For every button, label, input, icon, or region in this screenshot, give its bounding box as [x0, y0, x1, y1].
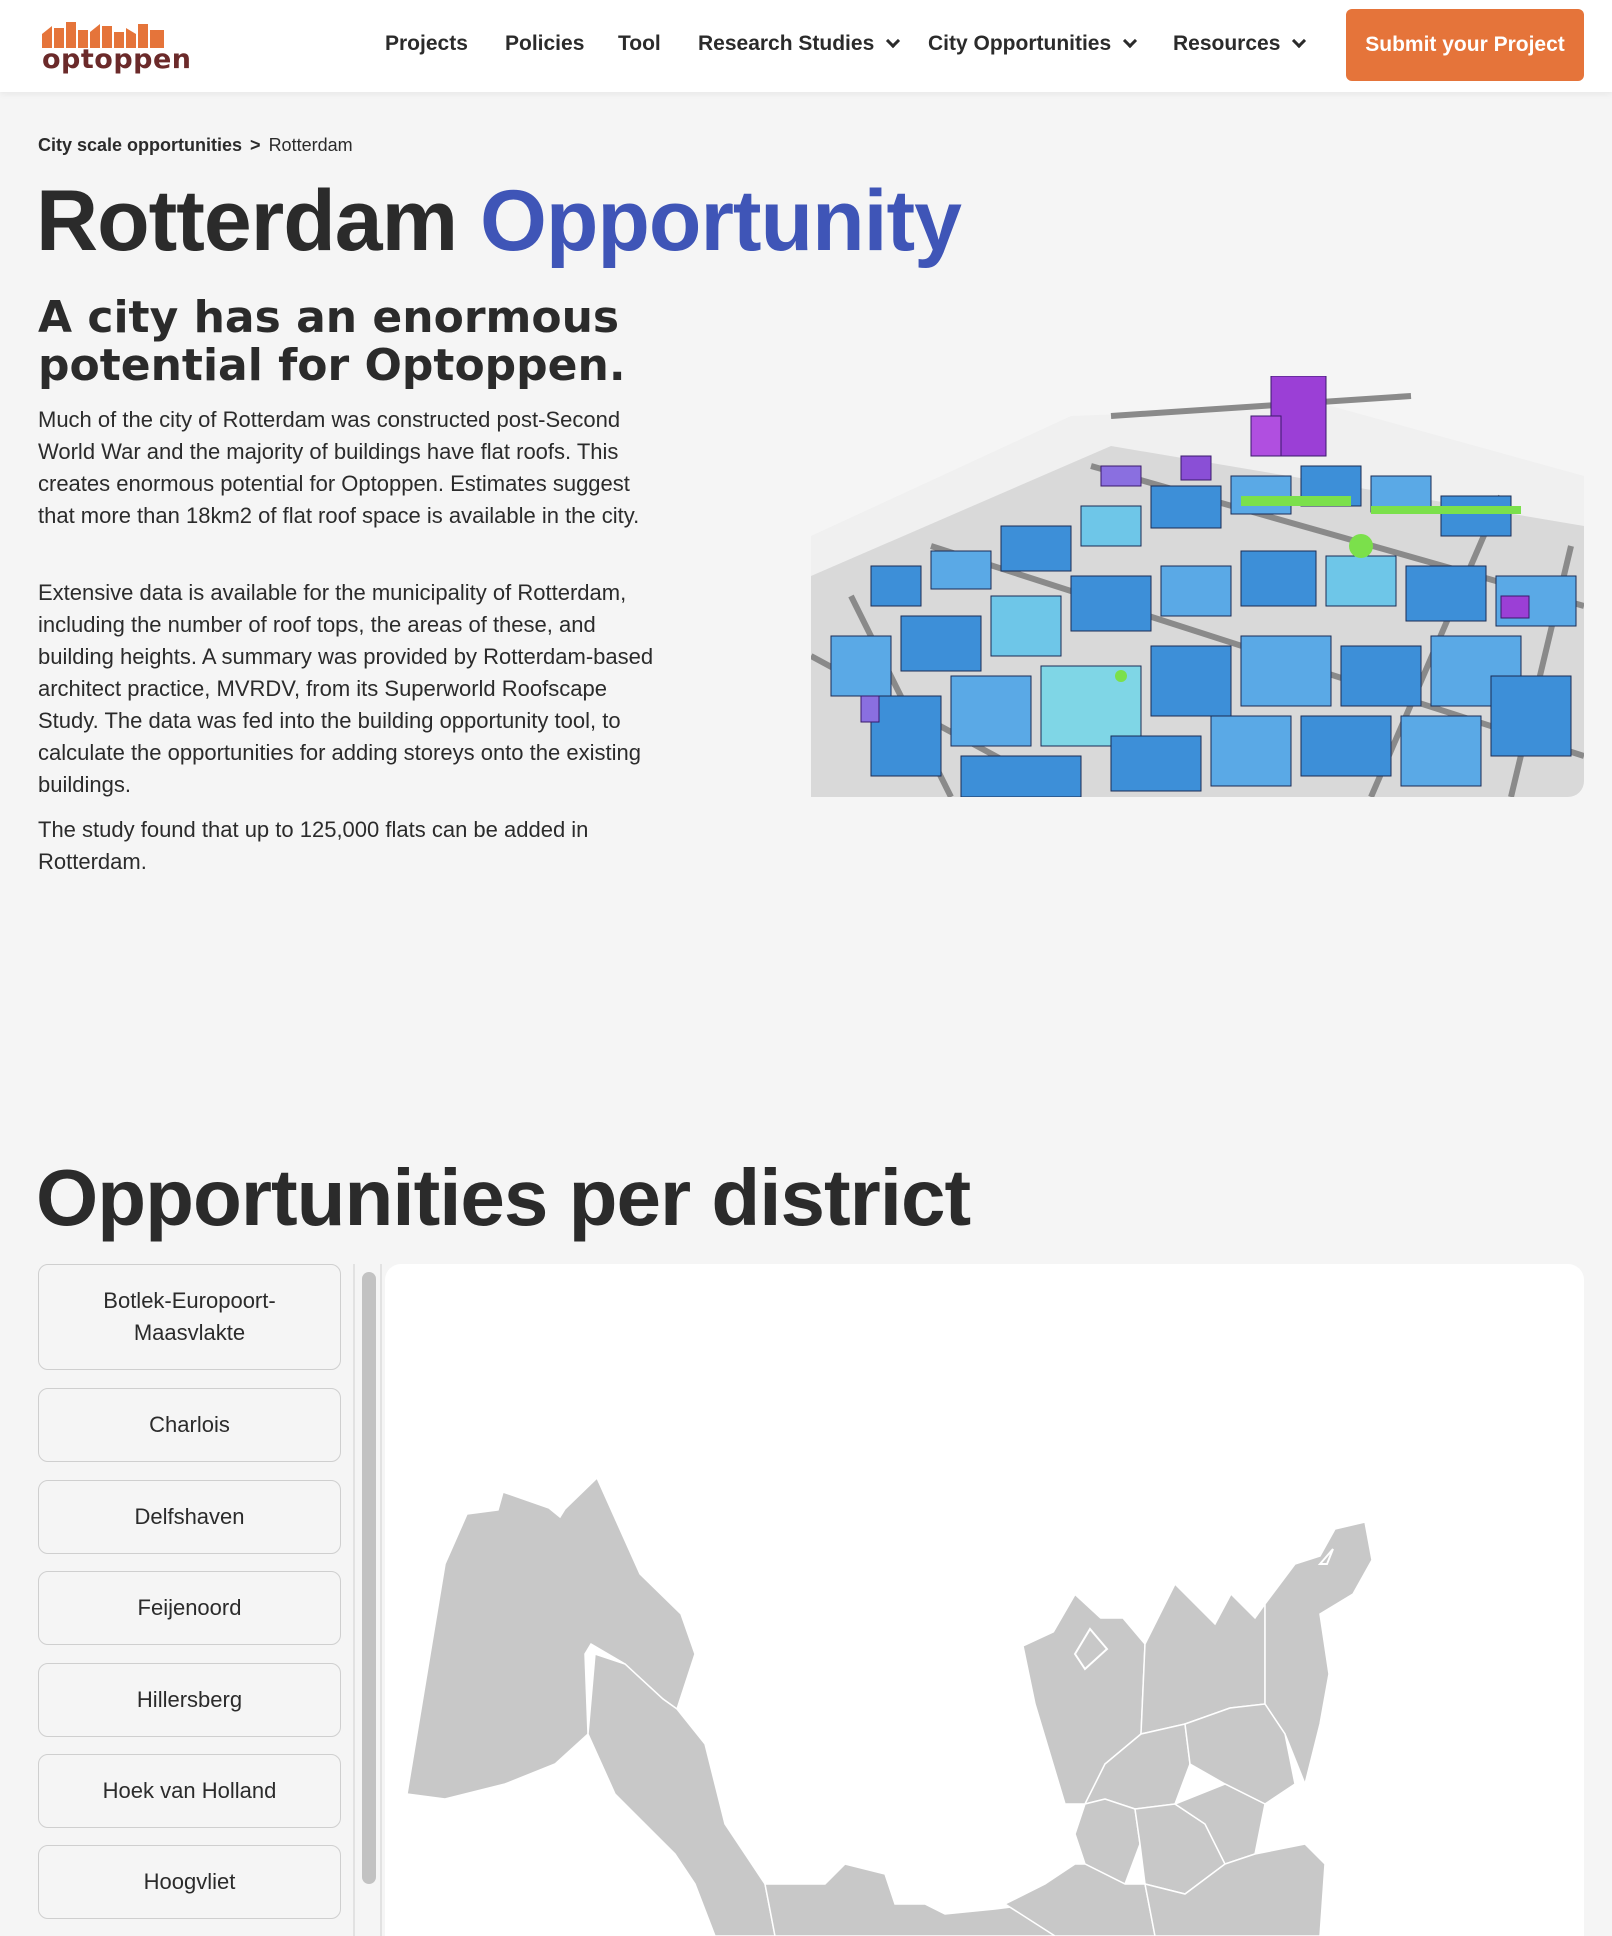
breadcrumb [38, 135, 353, 156]
districts-section-title: Opportunities per district [36, 1153, 971, 1242]
panel-divider [380, 1264, 382, 1936]
nav-label: City Opportunities [928, 32, 1112, 55]
nav-research-studies[interactable] [698, 32, 898, 56]
intro-paragraph: Much of the city of Rotterdam was constructed post-Second World War and the majority of buildings have flat roofs. This creates enormous potential for Optoppen. Estimates suggest that more than 18km2 of flat roof space is available in the city. [38, 407, 640, 528]
district-label: Hillersberg [136, 1687, 243, 1712]
chevron-down-icon [1292, 34, 1306, 48]
district-label: Hoogvliet [143, 1869, 236, 1894]
district-label: Feijenoord [137, 1595, 242, 1620]
logo-wordmark: optoppen [42, 44, 192, 75]
nav-city-opportunities[interactable] [928, 32, 1135, 56]
district-button-feijenoord[interactable] [38, 1571, 341, 1645]
page-title-accent: Opportunity [479, 173, 961, 269]
district-label: Hoek van Holland [102, 1778, 277, 1803]
district-button-hillersberg[interactable] [38, 1663, 341, 1737]
nav-label: Tool [618, 32, 661, 55]
nav-resources[interactable] [1173, 32, 1304, 56]
district-label: Botlek-Europoort-Maasvlakte [103, 1288, 276, 1345]
district-label: Delfshaven [134, 1504, 245, 1529]
scrollbar-thumb[interactable] [362, 1272, 376, 1884]
district-label: Charlois [149, 1412, 230, 1437]
breadcrumb-separator: > [250, 135, 261, 155]
chevron-down-icon [1123, 34, 1137, 48]
rotterdam-3d-roofscape-image [811, 376, 1584, 797]
district-button-hoogvliet[interactable] [38, 1845, 341, 1919]
list-divider [353, 1264, 355, 1936]
intro-paragraph: The study found that up to 125,000 flats can be added in Rotterdam. [38, 817, 589, 874]
district-button-hoek-van-holland[interactable] [38, 1754, 341, 1828]
nav-label: Resources [1173, 32, 1281, 55]
site-header [0, 0, 1612, 92]
nav-policies[interactable] [505, 32, 584, 56]
page-title-main: Rotterdam [36, 173, 458, 269]
breadcrumb-parent-link[interactable]: City scale opportunities [38, 135, 243, 155]
nav-label: Research Studies [698, 32, 875, 55]
intro-paragraph: Extensive data is available for the municipality of Rotterdam, including the number of roof tops, the areas of these, and building heights. A summary was provided by Rotterdam-based architect practice, MVRDV, from its Superworld Roofscape Study. The data was fed into the building opportunity tool, to calculate the opportunities for adding storeys onto the existing buildings. [38, 580, 654, 797]
district-button-botlek[interactable] [38, 1264, 341, 1370]
district-button-charlois[interactable] [38, 1388, 341, 1462]
nav-tool[interactable] [618, 32, 661, 56]
district-button-delfshaven[interactable] [38, 1480, 341, 1554]
district-list-scrollbar[interactable] [360, 1264, 376, 1936]
district-map[interactable] [385, 1264, 1584, 1936]
nav-label: Projects [385, 32, 468, 55]
breadcrumb-current: Rotterdam [268, 135, 353, 155]
intro-heading: A city has an enormous potential for Optoppen. [38, 292, 626, 391]
nav-label: Policies [505, 32, 585, 55]
chevron-down-icon [886, 34, 900, 48]
nav-projects[interactable] [385, 32, 468, 56]
optoppen-logo[interactable] [42, 20, 192, 78]
page-title [36, 172, 961, 271]
submit-project-button[interactable]: Submit your Project [1346, 9, 1584, 81]
